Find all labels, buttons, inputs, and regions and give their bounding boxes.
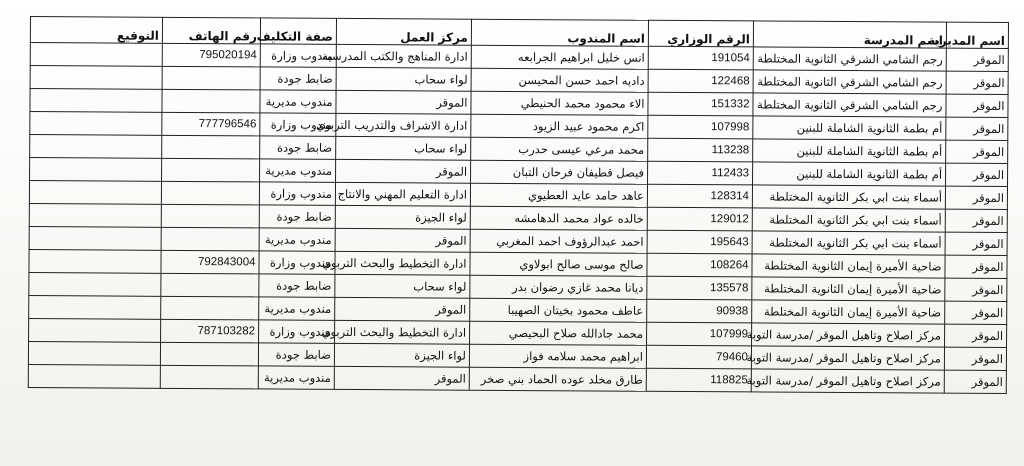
cell-work-center: الموقر xyxy=(335,228,470,252)
cell-ministry-number: 108264 xyxy=(647,253,752,277)
cell-delegate-name: اكرم محمود عبيد الزيود xyxy=(471,114,648,138)
cell-directorate: الموقر xyxy=(944,370,1006,393)
cell-work-center: ادارة التخطيط والبحث التربوي xyxy=(335,251,470,275)
cell-phone: 787103282 xyxy=(161,319,259,343)
cell-school: رجم الشامي الشرقي الثانوية المختلطة xyxy=(753,93,946,117)
cell-school: ضاحية الأميرة إيمان الثانوية المختلطة xyxy=(752,254,945,278)
cell-delegate-name: صالح موسى صالح ابولاوي xyxy=(470,252,647,276)
cell-assignment: مندوب وزارة xyxy=(259,320,335,343)
cell-ministry-number: 90938 xyxy=(647,299,752,323)
cell-assignment: ضابط جودة xyxy=(258,343,334,366)
cell-signature xyxy=(29,227,161,251)
cell-phone xyxy=(161,204,259,228)
cell-delegate-name: ديانا محمد غازي رضوان بدر xyxy=(470,275,647,299)
cell-phone xyxy=(161,296,259,320)
cell-assignment: مندوب وزارة xyxy=(259,251,335,274)
cell-school: أم بطمة الثانوية الشاملة للبنين xyxy=(752,162,945,186)
cell-ministry-number: 128314 xyxy=(647,184,752,208)
cell-assignment: مندوب وزارة xyxy=(259,182,335,205)
cell-ministry-number: 122468 xyxy=(648,69,753,93)
cell-signature xyxy=(30,43,162,67)
cell-assignment: ضابط جودة xyxy=(260,136,336,159)
cell-school: أسماء بنت ابي بكر الثانوية المختلطة xyxy=(752,208,945,232)
cell-school: ضاحية الأميرة إيمان الثانوية المختلطة xyxy=(752,277,945,301)
cell-work-center: ادارة الاشراف والتدريب التربوي xyxy=(336,113,471,137)
cell-delegate-name: عاهد حامد عايد العطيوي xyxy=(470,183,647,207)
cell-directorate: الموقر xyxy=(945,232,1007,255)
cell-delegate-name: محمد جادالله صلاح البحيصي xyxy=(470,321,647,345)
cell-directorate: الموقر xyxy=(945,301,1007,324)
cell-work-center: ادارة المناهج والكتب المدرسيه xyxy=(336,44,471,68)
cell-school: ضاحية الأميرة إيمان الثانوية المختلطة xyxy=(752,300,945,324)
cell-delegate-name: الاء محمود محمد الحنيطي xyxy=(471,91,648,115)
cell-directorate: الموقر xyxy=(945,163,1007,186)
cell-ministry-number: 112433 xyxy=(648,161,753,185)
cell-ministry-number: 195643 xyxy=(647,230,752,254)
cell-signature xyxy=(29,181,161,205)
cell-signature xyxy=(28,365,160,389)
header-school: اسم المدرسة xyxy=(753,21,946,48)
cell-delegate-name: خالده عواد محمد الدهامشه xyxy=(470,206,647,230)
cell-signature xyxy=(28,342,160,366)
cell-directorate: الموقر xyxy=(945,278,1007,301)
cell-ministry-number: 107999 xyxy=(647,322,752,346)
cell-directorate: الموقر xyxy=(945,186,1007,209)
cell-delegate-name: محمد مرعي عيسى حدرب xyxy=(471,137,648,161)
cell-ministry-number: 107998 xyxy=(648,115,753,139)
cell-phone xyxy=(162,135,260,159)
cell-work-center: الموقر xyxy=(336,90,471,114)
cell-signature xyxy=(29,250,161,274)
cell-ministry-number: 79460 xyxy=(646,345,751,369)
cell-work-center: ادارة التعليم المهني والانتاج xyxy=(335,182,470,206)
cell-school: أم بطمة الثانوية الشاملة للبنين xyxy=(753,139,946,163)
cell-signature xyxy=(30,112,162,136)
cell-delegate-name: انس خليل ابراهيم الجرابعه xyxy=(471,45,648,69)
cell-assignment: مندوب مديرية xyxy=(259,297,335,320)
cell-phone xyxy=(161,181,259,205)
cell-school: مركز اصلاح وتاهيل الموقر /مدرسة التوبة xyxy=(751,346,944,370)
cell-directorate: الموقر xyxy=(945,255,1007,278)
cell-assignment: مندوب مديرية xyxy=(260,159,336,182)
cell-phone: 795020194 xyxy=(162,43,260,67)
header-directorate: اسم المديرية xyxy=(946,22,1008,48)
cell-assignment: مندوب مديرية xyxy=(258,366,334,389)
cell-work-center: الموقر xyxy=(336,159,471,183)
cell-assignment: ضابط جودة xyxy=(260,67,336,90)
cell-school: أسماء بنت ابي بكر الثانوية المختلطة xyxy=(752,185,945,209)
cell-directorate: الموقر xyxy=(946,48,1008,71)
cell-assignment: مندوب مديرية xyxy=(259,228,335,251)
cell-signature xyxy=(29,204,161,228)
cell-assignment: مندوب وزارة xyxy=(260,44,336,67)
cell-school: أم بطمة الثانوية الشاملة للبنين xyxy=(753,116,946,140)
cell-work-center: لواء الجيزة xyxy=(334,343,469,367)
cell-delegate-name: طارق مخلد عوده الحماد بني صخر xyxy=(469,367,646,391)
cell-ministry-number: 118825 xyxy=(646,368,751,392)
cell-phone xyxy=(162,89,260,113)
cell-phone xyxy=(162,158,260,182)
cell-ministry-number: 129012 xyxy=(647,207,752,231)
cell-assignment: مندوب وزارة xyxy=(260,113,336,136)
cell-directorate: الموقر xyxy=(946,71,1008,94)
cell-phone xyxy=(161,227,259,251)
header-signature: التوقيع xyxy=(30,17,162,44)
cell-work-center: لواء الجيزة xyxy=(335,205,470,229)
cell-school: رجم الشامي الشرقي الثانوية المختلطة xyxy=(753,47,946,71)
header-delegate-name: اسم المندوب xyxy=(471,19,648,46)
cell-work-center: لواء سحاب xyxy=(336,67,471,91)
cell-directorate: الموقر xyxy=(946,117,1008,140)
cell-directorate: الموقر xyxy=(944,347,1006,370)
cell-delegate-name: ابراهيم محمد سلامه فواز xyxy=(469,344,646,368)
cell-phone xyxy=(160,342,258,366)
cell-school: رجم الشامي الشرقي الثانوية المختلطة xyxy=(753,70,946,94)
cell-directorate: الموقر xyxy=(945,209,1007,232)
cell-delegate-name: فيصل قطيفان فرحان التبان xyxy=(471,160,648,184)
cell-work-center: لواء سحاب xyxy=(335,274,470,298)
table-row xyxy=(28,365,1006,394)
cell-assignment: ضابط جودة xyxy=(259,274,335,297)
cell-work-center: الموقر xyxy=(335,297,470,321)
cell-work-center: ادارة التخطيط والبحث التربوي xyxy=(335,320,470,344)
cell-signature xyxy=(30,158,162,182)
cell-signature xyxy=(30,66,162,90)
cell-work-center: الموقر xyxy=(334,366,469,390)
cell-ministry-number: 151332 xyxy=(648,92,753,116)
cell-ministry-number: 191054 xyxy=(648,46,753,70)
cell-school: مركز اصلاح وتاهيل الموقر /مدرسة التوبة xyxy=(752,323,945,347)
header-ministry-number: الرقم الوزاري xyxy=(648,20,753,47)
cell-ministry-number: 113238 xyxy=(648,138,753,162)
cell-phone xyxy=(161,273,259,297)
cell-signature xyxy=(29,319,161,343)
header-assignment: صفة التكليف xyxy=(260,18,336,44)
cell-school: مركز اصلاح وتاهيل الموقر /مدرسة التوبة xyxy=(751,369,944,393)
cell-delegate-name: عاطف محمود بخيتان الصهيبا xyxy=(470,298,647,322)
cell-phone: 792843004 xyxy=(161,250,259,274)
cell-directorate: الموقر xyxy=(945,324,1007,347)
cell-ministry-number: 135578 xyxy=(647,276,752,300)
header-phone: رقم الهاتف xyxy=(162,17,260,44)
table-body xyxy=(28,43,1008,394)
cell-assignment: مندوب مديرية xyxy=(260,90,336,113)
cell-signature xyxy=(29,273,161,297)
cell-school: أسماء بنت ابي بكر الثانوية المختلطة xyxy=(752,231,945,255)
cell-delegate-name: احمد عبدالرؤوف احمد المغربي xyxy=(470,229,647,253)
cell-signature xyxy=(30,135,162,159)
cell-phone xyxy=(160,365,258,389)
header-work-center: مركز العمل xyxy=(336,18,471,45)
cell-signature xyxy=(30,89,162,113)
cell-delegate-name: داديه احمد حسن المحيسن xyxy=(471,68,648,92)
cell-directorate: الموقر xyxy=(946,94,1008,117)
cell-signature xyxy=(29,296,161,320)
delegates-table xyxy=(28,16,1009,394)
cell-work-center: لواء سحاب xyxy=(336,136,471,160)
cell-assignment: ضابط جودة xyxy=(259,205,335,228)
cell-phone: 777796546 xyxy=(162,112,260,136)
cell-directorate: الموقر xyxy=(946,140,1008,163)
cell-phone xyxy=(162,66,260,90)
